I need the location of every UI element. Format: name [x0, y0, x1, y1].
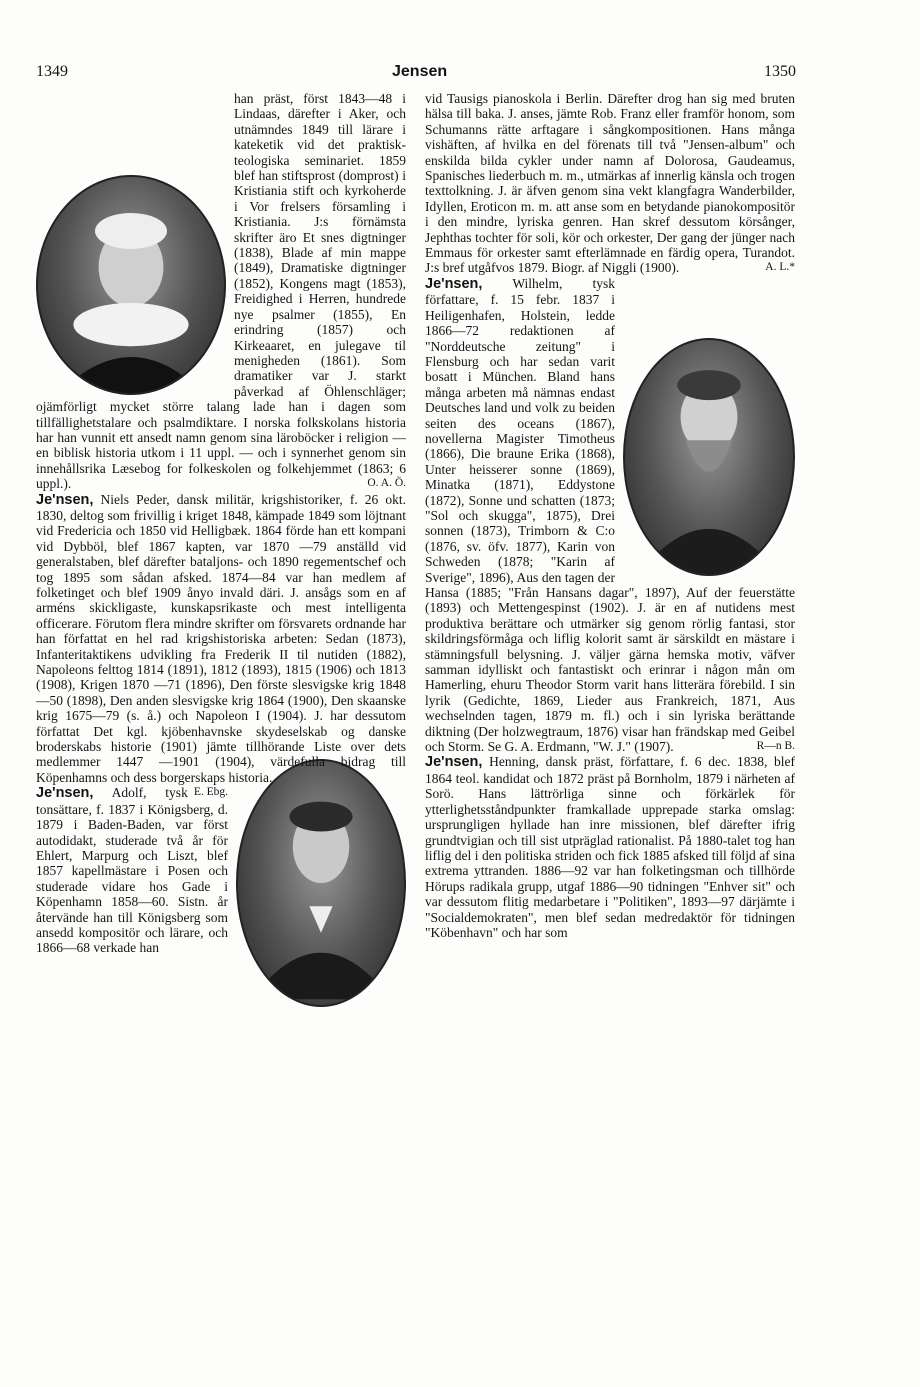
portrait-author	[623, 338, 795, 576]
portrait-composer	[236, 759, 406, 1007]
entry-signature: E. Ebg.	[193, 786, 228, 799]
entry-body: vid Tausigs pianoskola i Berlin. Därefter drog han sig med bruten hälsa till baka. J. anses, jämte Rob. Franz eller framför honom, som Schumanns rätte arftagare i sångkompositionen. Hans många vishäften, af hvilka en del förenats till två "Jensen-album" och enskilda bilda cykler under namn af Dolorosa, Gaudeamus, Spanisches liederbuch m. m., utmärkas af innerlig känsla och trogen texttolkning. J. är äfven genom sina vekt klangfagra Wanderbilder, Idyllen, Eroticon m. m. att anse som en betydande pianokompositör i den mindre, lyriska genren. Han skref dessutom körsånger, Jephthas tochter för soli, kör och orkester, Der gang der jünger nach Emmaus för orkester samt efterlämnade en färdig opera, Turandot. J:s bref utgåfvos 1879. Biogr. af Niggli (1900).	[425, 91, 795, 276]
left-column	[36, 91, 406, 1009]
portrait-composer-image	[238, 761, 404, 1005]
entry-body: Henning, dansk präst, författare, f. 6 dec. 1838, blef 1864 teol. kandidat och 1872 präst på Bornholm, 1879 i närheten af Sorö. Hans lättrörliga sinne och förkärlek för ytterlighetsståndpunkter framkallade upprepade starka omslag: ursprungligen hyllade han inre missionen, blef därefter ifrig grundtvigian och till sist utpräglad rationalist. På 1880-talet tog han liflig del i den politiska striden och fick 1885 afsked till följd af sina extrema yttranden. 1886—92 var han folketingsman och tillhörde Hörups radikala grupp, utgaf 1886—90 tidningen "Enhver sit" och var dessutom flitig medarbetare i "Politiken", 1893—97 därjämte i "Socialdemokraten", men blef sedan medredaktör för tidningen "Köbenhavn" och har som	[425, 754, 795, 940]
portrait-author-image	[625, 340, 793, 574]
entry	[36, 492, 406, 786]
entry	[425, 91, 795, 276]
page-number-right: 1350	[764, 63, 796, 80]
entry-headword: Je'nsen,	[36, 491, 94, 508]
entry-signature: O. A. Ö.	[367, 477, 406, 490]
portrait-clergyman-image	[38, 177, 224, 393]
entry-headword: Je'nsen,	[425, 754, 483, 771]
entry-body: Wilhelm, tysk författare, f. 15 febr. 1837 i Heiligenhafen, Holstein, ledde 1866—72 redaktionen af "Norddeutsche zeitung" i Flensburg och har sedan varit bosatt i München. Bland hans många arbeten må nämnas endast Deutsches land und volk zu beiden seiten des oceans (1867), novellerna Magister Timotheus (1866), Die braune Erika (1868), Unter heisserer sonne (1869), Minatka (1871), Eddystone (1872), Sonne und schatten (1873; "Sol och skugga", 1875), Drei sonnen (1873), Trimborn & C:o (1876, sv. öfv. 1877), Karin von Schweden (1878; "Karin af Sverige", 1896), Aus den tagen der Hansa (1885; "Från Hansans dagar", 1897), Auf der feuerstätte (1893) och Mettengespinst (1902). J. är en af nutidens mest produktiva berättare och utmärker sig genom rörlig fantasi, stor skildringsförmåga och liflig kolorit samt är särskildt en mästare i stämningsfull belysning. J. väljer gärna hemska motiv, väfver samman idylliskt och fantastiskt och erinrar i någon mån om Hamerling, ehuru Theodor Storm varit hans litterära förebild. I sin lyrik (Gedichte, 1869, Lieder aus Frankreich, 1871, Aus wechselnden tagen, 1879 m. fl.) och i sin lyriska berättande diktning (Der holzwegtraum, 1876) visar han frändskap med Geibel och Storm. Se G. A. Erdmann, "W. J." (1907).	[425, 275, 795, 755]
entry-body: Adolf, tysk tonsättare, f. 1837 i Königsberg, d. 1879 i Baden-Baden, var först autodidakt, studerade två år för Ehlert, Marpurg och Liszt, blef 1857 kapellmästare i Posen och studerade vidare hos Gade i Köpenhamn 1858—60. Sistn. år återvände han till Königsberg som ansedd kompositör och lärare, och 1866—68 verkade han	[36, 785, 228, 956]
entry-headword: Je'nsen,	[36, 785, 94, 802]
entry-signature: R—n B.	[756, 740, 795, 753]
entry-headword: Je'nsen,	[425, 275, 483, 292]
entry-body: han präst, först 1843—48 i Lindaas, därefter i Aker, och utnämndes 1849 till lärare i kateketik vid det praktisk-teologiska seminariet. 1859 blef han stiftsprost (domprost) i Kristiania stift och kyrkoherde i Vor frelsers församling i Kristiania. J:s förnämsta skrifter äro Et snes digtninger (1838), Blade af min mappe (1849), Dramatiske digtninger (1852), Kongens magt (1853), Freidighed i Herren, hundrede nye psalmer (1855), En erindring (1857) och Kirkeaaret, en julegave til menigheden (1861). Som dramatiker var J. starkt påverkad af Öhlenschläger; ojämförligt mycket större talang lade han i dagen som tillfällighetstalare och psalmdiktare. I norska folkskolans historia har han vunnit ett ansedt namn genom sina läroböcker i religion — en biblisk historia utkom i 11 uppl. — och i synnerhet genom sin innehållsrika Læsebog for folkeskolen og folkehjemmet (1863; 6 uppl.).	[36, 91, 406, 492]
right-column	[425, 91, 795, 940]
page-number-left: 1349	[36, 63, 68, 80]
entry-signature: A. L.*	[765, 261, 795, 274]
entry-body: Niels Peder, dansk militär, krigshistoriker, f. 26 okt. 1830, deltog som frivillig i kriget 1848, kämpade 1849 som löjtnant vid Fredericia och 1850 vid Helligbæk. 1864 förde han ett kompani vid Dybböl, blef 1867 kapten, var 1870 —79 anställd vid generalstaben, blef därefter bataljons- och 1890 regementschef och tog 1895 som sådan afsked. 1874—84 var han medlem af folketinget och blef 1909 ånyo invald däri. J. ansågs som en af arméns skickligaste, kunskapsrikaste och mest intelligenta officerare. Förutom flera mindre skrifter om försvarets ordnande har han författat en hel rad krigshistoriska arbeten: Sedan (1873), Infanteritaktikens udvikling fra Frederik II til nutiden (1882), Napoleons felttog 1814 (1891), 1812 (1893), 1815 (1906) och 1813 (1908), Krigen 1870 —71 (1896), Den förste slesvigske krig 1848—50 (1898), Den anden slesvigske krig 1864 (1900), Den skaanske krig 1675—79 (s. å.) och Napoleon I (1904). J. har dessutom författat Det kgl. kjöbenhavnske skydeselskab og danske broderskabs historie (1901) jämte tillhörande Liste over dets medlemmer 1447 —1901 (1904), värdefulla bidrag till Köpenhamns och dess borgerskaps historia.	[36, 491, 406, 785]
entry	[425, 754, 795, 940]
page-title: Jensen	[392, 63, 448, 80]
portrait-clergyman	[36, 175, 226, 395]
